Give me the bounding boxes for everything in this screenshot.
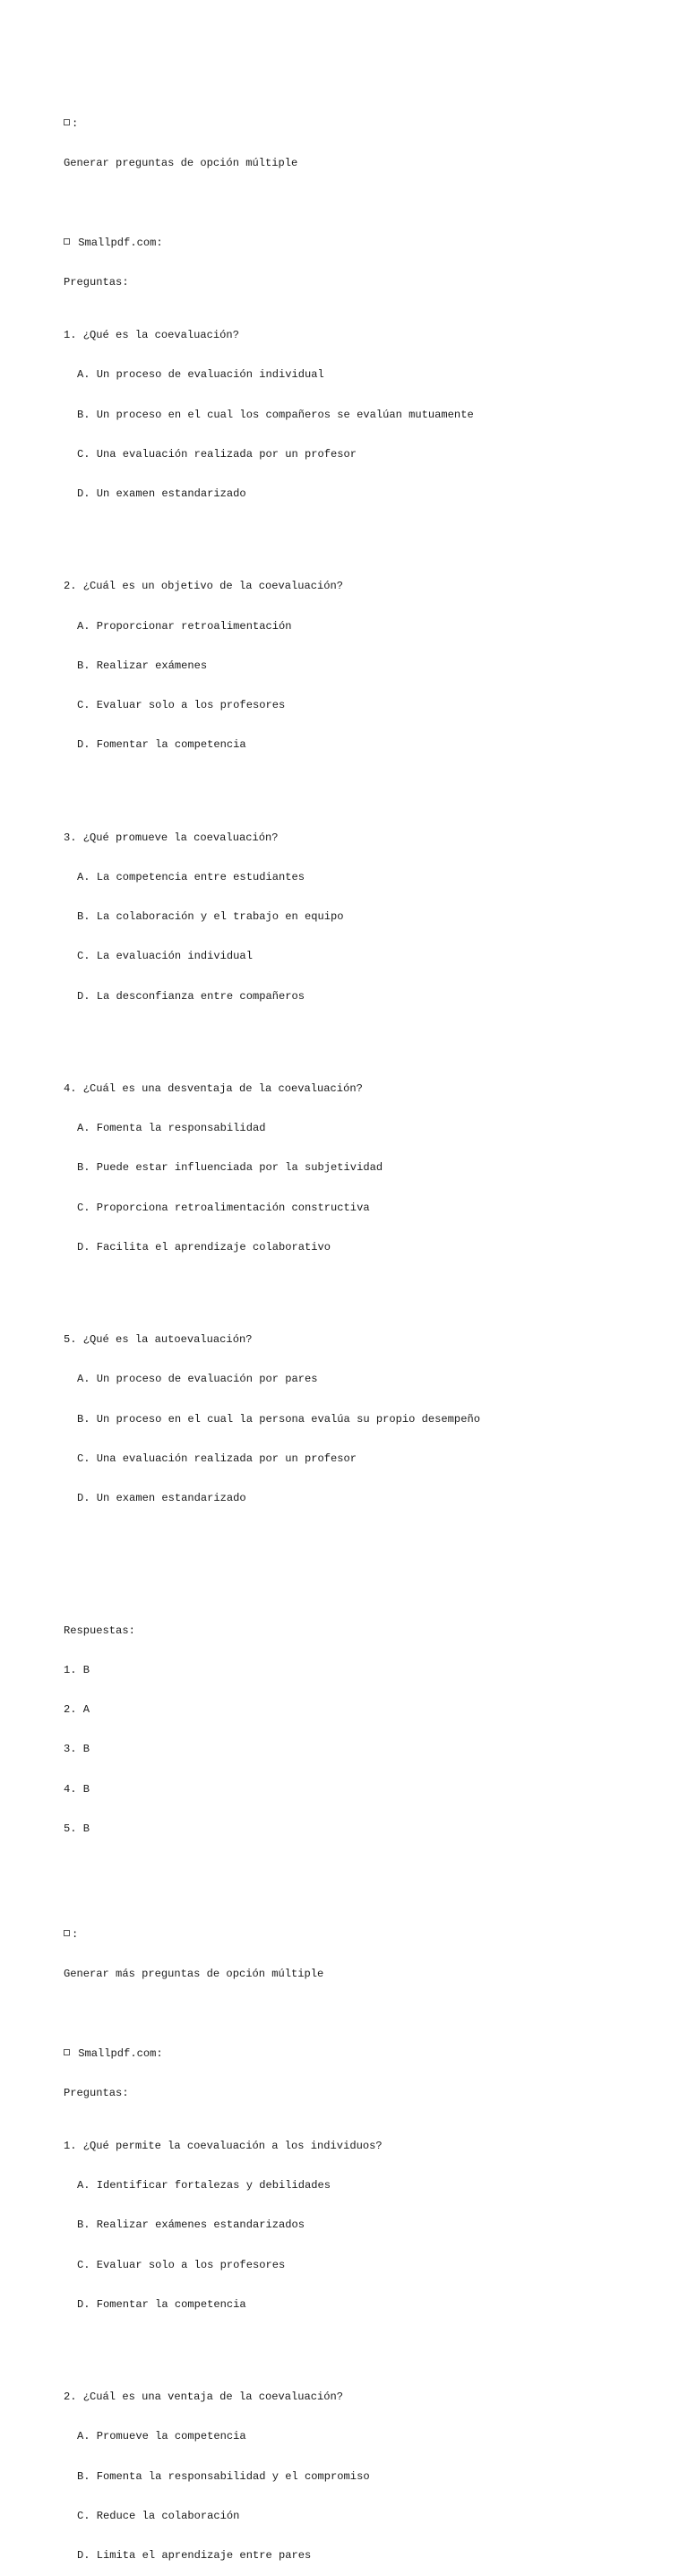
question-option: D. Limita el aprendizaje entre pares xyxy=(77,2549,312,2562)
question-option: A. Un proceso de evaluación individual xyxy=(77,368,324,382)
document-body xyxy=(64,65,673,2576)
question-option: C. Una evaluación realizada por un profesor xyxy=(77,1452,357,1465)
question-option: D. Facilita el aprendizaje colaborativo xyxy=(77,1240,331,1254)
question-option: D. Un examen estandarizado xyxy=(77,487,246,500)
question-option: B. Un proceso en el cual la persona evalúa su propio desempeño xyxy=(77,1412,480,1426)
question-text: 3. ¿Qué promueve la coevaluación? xyxy=(64,831,279,844)
question-option: D. Fomentar la competencia xyxy=(77,738,246,752)
assistant-label-line xyxy=(64,2047,673,2061)
user-prompt: Generar preguntas de opción múltiple xyxy=(64,157,298,170)
question-option: D. Un examen estandarizado xyxy=(77,1492,246,1504)
question-option: C. Reduce la colaboración xyxy=(77,2509,240,2522)
assistant-label: Smallpdf.com: xyxy=(72,236,163,249)
question-option: A. Fomenta la responsabilidad xyxy=(77,1122,266,1134)
answers-heading: Respuestas: xyxy=(64,1624,135,1637)
question-text: 1. ¿Qué permite la coevaluación a los individuos? xyxy=(64,2139,383,2152)
user-label: : xyxy=(72,117,79,130)
assistant-marker-icon xyxy=(64,2049,70,2055)
question-option: A. Promueve la competencia xyxy=(77,2430,246,2443)
user-label-line xyxy=(64,1928,673,1942)
assistant-label: Smallpdf.com: xyxy=(72,2046,163,2060)
user-label: : xyxy=(72,1927,79,1941)
assistant-marker-icon xyxy=(64,238,70,245)
question-option: A. Proporcionar retroalimentación xyxy=(77,619,292,633)
question-option: B. Fomenta la responsabilidad y el compromiso xyxy=(77,2469,370,2483)
question-option: C. Una evaluación realizada por un profesor xyxy=(77,447,357,461)
question-option: D. La desconfianza entre compañeros xyxy=(77,989,305,1003)
question-option: B. Realizar exámenes xyxy=(77,659,208,672)
question-option: C. Evaluar solo a los profesores xyxy=(77,2258,286,2271)
question-option: B. Realizar exámenes estandarizados xyxy=(77,2218,305,2232)
question-option: A. La competencia entre estudiantes xyxy=(77,870,305,883)
question-option: C. Proporciona retroalimentación constructiva xyxy=(77,1201,370,1214)
answer-item: 5. B xyxy=(64,1822,90,1835)
question-text: 1. ¿Qué es la coevaluación? xyxy=(64,329,239,341)
answer-item: 1. B xyxy=(64,1663,90,1676)
answer-item: 4. B xyxy=(64,1782,90,1796)
question-text: 5. ¿Qué es la autoevaluación? xyxy=(64,1333,253,1346)
question-option: B. Puede estar influenciada por la subjetividad xyxy=(77,1161,383,1175)
question-text: 4. ¿Cuál es una desventaja de la coevaluación? xyxy=(64,1081,363,1095)
user-marker-icon xyxy=(64,119,70,125)
answer-item: 2. A xyxy=(64,1703,90,1716)
answer-item: 3. B xyxy=(64,1743,90,1756)
question-option: C. La evaluación individual xyxy=(77,950,253,963)
question-option: A. Identificar fortalezas y debilidades xyxy=(77,2179,331,2192)
question-option: A. Un proceso de evaluación por pares xyxy=(77,1373,318,1386)
question-option: B. Un proceso en el cual los compañeros se evalúan mutuamente xyxy=(77,408,474,421)
question-option: B. La colaboración y el trabajo en equipo xyxy=(77,910,344,923)
question-option: D. Fomentar la competencia xyxy=(77,2297,246,2311)
user-label-line xyxy=(64,117,673,131)
user-prompt: Generar más preguntas de opción múltiple xyxy=(64,1968,324,1980)
user-marker-icon xyxy=(64,1930,70,1936)
questions-heading: Preguntas: xyxy=(64,276,129,289)
assistant-label-line xyxy=(64,237,673,250)
questions-heading: Preguntas: xyxy=(64,2086,129,2099)
question-text: 2. ¿Cuál es una ventaja de la coevaluación? xyxy=(64,2391,344,2403)
question-text: 2. ¿Cuál es un objetivo de la coevaluación? xyxy=(64,580,344,593)
question-option: C. Evaluar solo a los profesores xyxy=(77,699,286,711)
